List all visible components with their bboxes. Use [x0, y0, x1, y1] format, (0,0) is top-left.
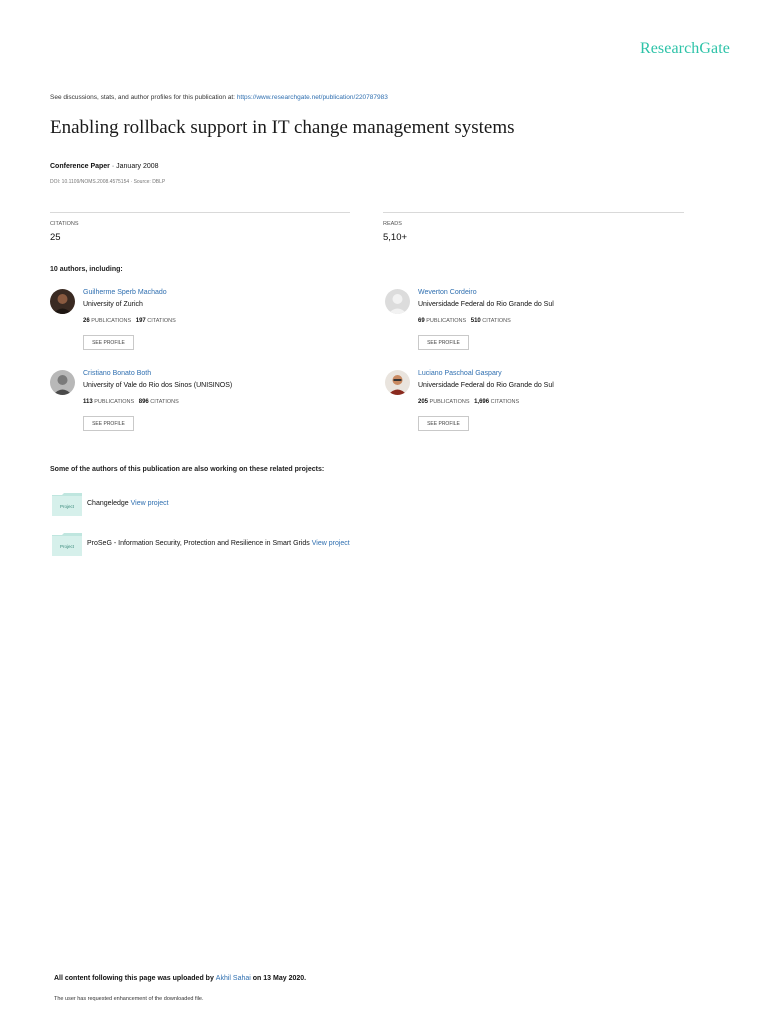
author-citations-label: CITATIONS: [150, 399, 179, 405]
author-avatar[interactable]: [385, 370, 410, 395]
author-citations-label: CITATIONS: [490, 399, 520, 405]
reads-label: READS: [383, 221, 402, 227]
discussion-prefix: See discussions, stats, and author profiles for this publication at:: [50, 94, 235, 101]
author-stats: [418, 318, 511, 324]
author-card: [50, 370, 360, 440]
enhancement-notice: The user has requested enhancement of the downloaded file.: [54, 996, 204, 1002]
publication-title: Enabling rollback support in IT change management systems: [50, 117, 515, 138]
see-profile-button[interactable]: SEE PROFILE: [83, 416, 134, 431]
discussion-line: [50, 94, 388, 101]
project-name: ProSeG - Information Security, Protection and Resilience in Smart Grids: [87, 540, 312, 547]
project-name: Changeledge: [87, 500, 131, 507]
publication-url-link[interactable]: https://www.researchgate.net/publication/220787983: [236, 94, 388, 101]
author-publications-count: 69: [418, 318, 425, 324]
see-profile-button[interactable]: SEE PROFILE: [83, 335, 134, 350]
authors-heading: 10 authors, including:: [50, 266, 123, 273]
author-institution: Universidade Federal do Rio Grande do Sul: [418, 382, 554, 389]
author-name-link[interactable]: Guilherme Sperb Machado: [83, 289, 167, 296]
upload-suffix: on 13 May 2020.: [250, 975, 307, 982]
author-publications-count: 205: [418, 399, 429, 405]
author-avatar[interactable]: [50, 289, 75, 314]
see-profile-button[interactable]: SEE PROFILE: [418, 416, 469, 431]
see-profile-button[interactable]: SEE PROFILE: [418, 335, 469, 350]
view-project-link[interactable]: View project: [311, 540, 350, 547]
author-citations-count: 510: [470, 318, 481, 324]
author-citations-count: 197: [135, 318, 146, 324]
citations-value: 25: [50, 232, 61, 243]
publication-doi: DOI: 10.1109/NOMS.2008.4575154 · Source: DBLP: [50, 179, 166, 185]
author-publications-label: PUBLICATIONS: [426, 318, 467, 324]
publication-type-label: Conference Paper: [50, 163, 110, 170]
author-avatar-placeholder[interactable]: [385, 289, 410, 314]
author-citations-label: CITATIONS: [482, 318, 511, 324]
author-stats: [418, 399, 519, 405]
folder-icon: [52, 532, 82, 556]
project-item: [52, 492, 382, 518]
folder-label: Project: [59, 544, 75, 549]
author-name-link[interactable]: Weverton Cordeiro: [418, 289, 477, 296]
divider-citations: [50, 212, 350, 213]
author-stats: [83, 399, 179, 405]
project-text: [87, 540, 350, 547]
author-institution: University of Zurich: [83, 301, 143, 308]
author-institution: Universidade Federal do Rio Grande do Sul: [418, 301, 554, 308]
publication-type: [50, 163, 159, 170]
project-item: [52, 532, 382, 558]
author-citations-count: 1,696: [474, 399, 490, 405]
author-publications-count: 113: [83, 399, 93, 405]
uploader-link[interactable]: Akhil Sahai: [215, 975, 251, 982]
related-projects-heading: Some of the authors of this publication are also working on these related projects:: [50, 466, 325, 473]
author-stats: [83, 318, 176, 324]
author-card: [50, 289, 360, 359]
author-avatar[interactable]: [50, 370, 75, 395]
author-publications-label: PUBLICATIONS: [91, 318, 132, 324]
author-institution: University of Vale do Rio dos Sinos (UNISINOS): [83, 382, 233, 389]
folder-icon: [52, 492, 82, 516]
upload-notice: [54, 975, 306, 982]
author-card: [385, 370, 695, 440]
publication-date: · January 2008: [109, 163, 159, 170]
upload-prefix: All content following this page was uploaded by: [54, 975, 216, 982]
folder-label: Project: [59, 504, 75, 509]
author-name-link[interactable]: Luciano Paschoal Gaspary: [418, 370, 502, 377]
researchgate-logo[interactable]: ResearchGate: [639, 40, 730, 57]
author-publications-count: 26: [83, 318, 90, 324]
author-publications-label: PUBLICATIONS: [429, 399, 470, 405]
author-citations-label: CITATIONS: [147, 318, 176, 324]
view-project-link[interactable]: View project: [130, 500, 169, 507]
author-citations-count: 896: [138, 399, 149, 405]
author-card: [385, 289, 695, 359]
project-text: [87, 500, 169, 507]
author-name-link[interactable]: Cristiano Bonato Both: [83, 370, 152, 377]
divider-reads: [383, 212, 684, 213]
citations-label: CITATIONS: [50, 221, 79, 227]
reads-value: 5,10+: [383, 232, 408, 243]
author-publications-label: PUBLICATIONS: [94, 399, 135, 405]
